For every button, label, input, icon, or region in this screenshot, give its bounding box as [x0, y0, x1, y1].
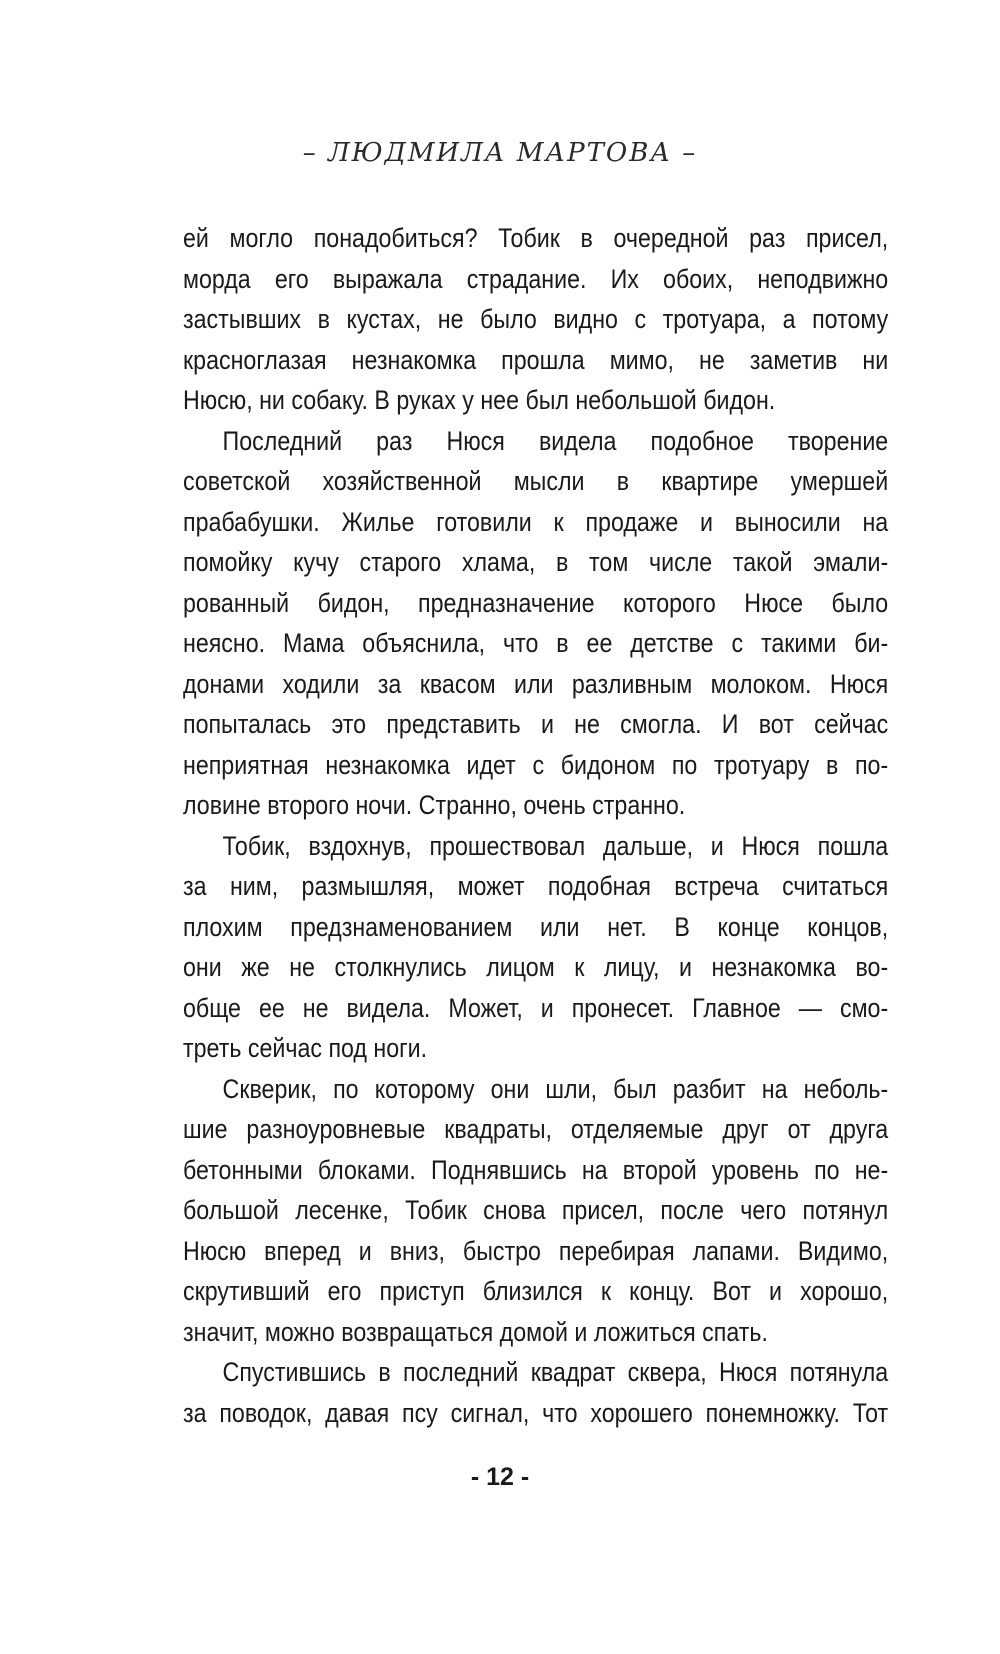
text-line: помойку кучу старого хлама, в том числе такой эмали- [183, 547, 889, 577]
text-line: большой лесенке, Тобик снова присел, после чего потянул [183, 1195, 889, 1225]
text-line: морда его выражала страдание. Их обоих, неподвижно [183, 263, 889, 294]
text-line: застывших в кустах, не было видно с тротуара, а потому [183, 304, 889, 334]
text-line: рованный бидон, предназначение которого Нюсе было [183, 587, 889, 618]
text-line: обще ее не видела. Может, и пронесет. Главное — смо- [183, 992, 889, 1023]
text-line: Последний раз Нюся видела подобное творение [222, 425, 889, 456]
text-line: неприятная незнакомка идет с бидоном по тротуару в по- [183, 749, 889, 780]
text-line: они же не столкнулись лицом к лицу, и незнакомка во- [183, 952, 889, 982]
text-line: ей могло понадобиться? Тобик в очередной раз присел, [183, 223, 889, 253]
text-line: неясно. Мама объяснила, что в ее детстве с такими би- [183, 628, 889, 658]
text-line: шие разноуровневые квадраты, отделяемые друг от друга [183, 1114, 889, 1144]
text-line: ловине второго ночи. Странно, очень странно. [183, 790, 686, 820]
text-line: треть сейчас под ноги. [183, 1033, 428, 1063]
body-text [183, 218, 888, 1433]
text-line: Нюсю, ни собаку. В руках у нее был небольшой бидон. [183, 385, 776, 415]
text-line: Спустившись в последний квадрат сквера, Нюся потянула [222, 1357, 889, 1387]
text-line: прабабушки. Жилье готовили к продаже и выносили на [183, 506, 889, 537]
text-line: попыталась это представить и не смогла. И вот сейчас [183, 709, 889, 739]
text-line: Нюсю вперед и вниз, быстро перебирая лапами. Видимо, [183, 1235, 889, 1266]
text-line: донами ходили за квасом или разливным молоком. Нюся [183, 668, 889, 699]
text-line: Скверик, по которому они шли, был разбит на неболь- [222, 1073, 889, 1104]
page-number: - 12 - [470, 1463, 530, 1491]
running-header-author: – ЛЮДМИЛА МАРТОВА – [302, 138, 698, 168]
text-line: значит, можно возвращаться домой и ложиться спать. [183, 1316, 768, 1347]
text-line: скрутивший его приступ близился к концу. Вот и хорошо, [183, 1276, 889, 1306]
text-line: советской хозяйственной мысли в квартире умершей [183, 466, 889, 496]
text-line: красноглазая незнакомка прошла мимо, не заметив ни [183, 344, 889, 375]
text-line: за поводок, давая псу сигнал, что хорошего понемножку. Тот [183, 1397, 889, 1428]
text-line: за ним, размышляя, может подобная встреча считаться [183, 871, 889, 901]
text-line: Тобик, вздохнув, прошествовал дальше, и Нюся пошла [222, 830, 889, 861]
text-line: плохим предзнаменованием или нет. В конце концов, [183, 911, 889, 942]
text-line: бетонными блоками. Поднявшись на второй уровень по не- [183, 1154, 889, 1185]
